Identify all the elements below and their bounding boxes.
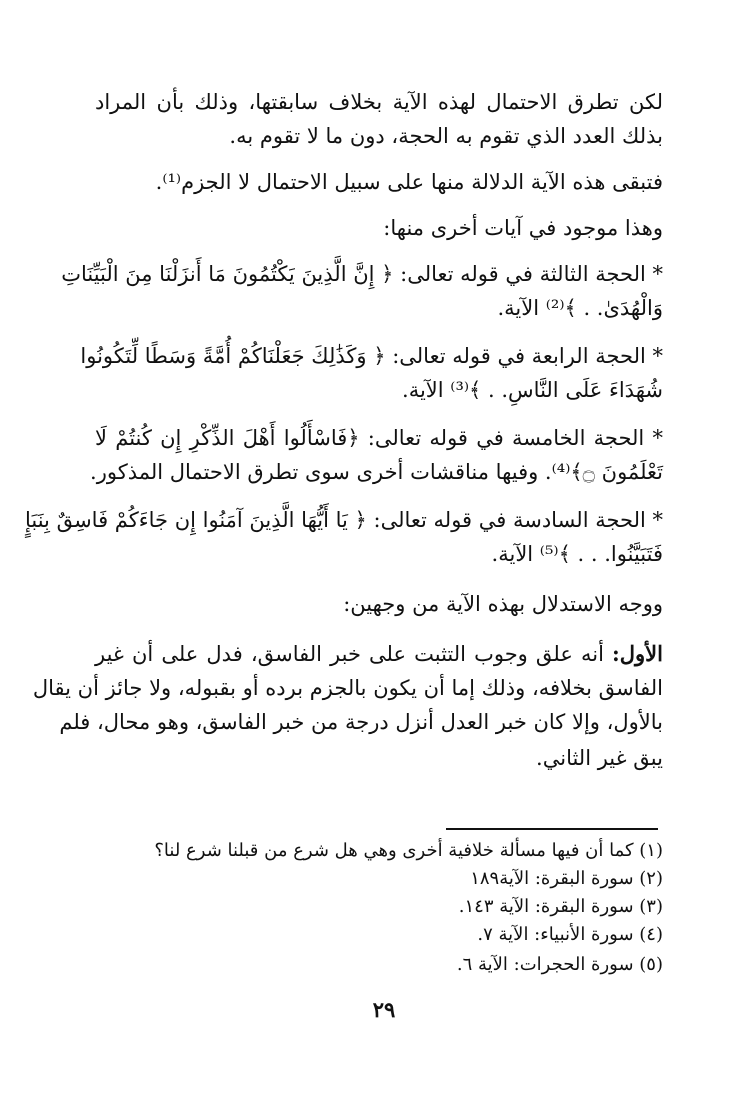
first-point-label: الأول: (612, 641, 663, 666)
hujja-6-line-2: فَتَبَيَّنُوا. . . ﴾⁽⁵⁾ الآية. (491, 542, 663, 566)
first-point-line-2: الفاسق بخلافه، وذلك إما أن يكون بالجزم برده أو بقبوله، ولا جائز أن يقال (32, 676, 663, 700)
footnote-1: (١) كما أن فيها مسألة خلافية أخرى وهي هل شرع من قبلنا شرع لنا؟ (154, 840, 663, 861)
footnote-4: (٤) سورة الأنبياء: الآية ٧. (477, 924, 663, 945)
hujja-3-line-1: * الحجة الثالثة في قوله تعالى: ﴿ إِنَّ الَّذِينَ يَكْتُمُونَ مَا أَنزَلْنَا مِنَ الْبَيِّنَاتِ (61, 262, 663, 286)
hujja-3-line-2: وَالْهُدَىٰ. . ﴾⁽²⁾ الآية. (497, 296, 663, 320)
first-point-line-4: يبق غير الثاني. (536, 746, 663, 770)
page-number: ٢٩ (372, 997, 396, 1022)
footnote-separator (446, 828, 658, 830)
hujja-5-line-1: * الحجة الخامسة في قوله تعالى: ﴿فَاسْأَلُوا أَهْلَ الذِّكْرِ إِن كُنتُمْ لَا (95, 426, 663, 450)
body-line-4: وهذا موجود في آيات أخرى منها: (383, 216, 663, 240)
hujja-6-line-1: * الحجة السادسة في قوله تعالى: ﴿ يَا أَيُّهَا الَّذِينَ آمَنُوا إِن جَاءَكُمْ فَاسِقٌ بِنَبَإٍ (24, 508, 663, 532)
hujja-4-line-2: شُهَدَاءَ عَلَى النَّاسِ. . ﴾⁽³⁾ الآية. (402, 378, 663, 402)
body-line-2: بذلك العدد الذي تقوم به الحجة، دون ما لا تقوم به. (229, 124, 663, 148)
hujja-5-line-2: تَعْلَمُونَ ۝﴾⁽⁴⁾. وفيها مناقشات أخرى سوى تطرق الاحتمال المذكور. (90, 460, 663, 484)
body-line-1: لكن تطرق الاحتمال لهذه الآية بخلاف سابقتها، وذلك بأن المراد (95, 90, 663, 114)
istidlal-heading: ووجه الاستدلال بهذه الآية من وجهين: (343, 592, 663, 616)
first-point-line-3: بالأول، وإلا كان خبر العدل أنزل درجة من خبر الفاسق، وهو محال، فلم (59, 710, 663, 734)
first-point-line-1 (95, 638, 663, 670)
body-line-3: فتبقى هذه الآية الدلالة منها على سبيل الاحتمال لا الجزم⁽¹⁾. (155, 170, 663, 194)
footnote-5: (٥) سورة الحجرات: الآية ٦. (456, 954, 663, 975)
footnote-2: (٢) سورة البقرة: الآية١٨٩ (470, 868, 663, 889)
hujja-4-line-1: * الحجة الرابعة في قوله تعالى: ﴿ وَكَذَٰلِكَ جَعَلْنَاكُمْ أُمَّةً وَسَطًا لِّتَكُونُوا (80, 344, 663, 368)
footnote-3: (٣) سورة البقرة: الآية ١٤٣. (458, 896, 663, 917)
first-point-text: أنه علق وجوب التثبت على خبر الفاسق، فدل على أن غير (95, 642, 613, 666)
